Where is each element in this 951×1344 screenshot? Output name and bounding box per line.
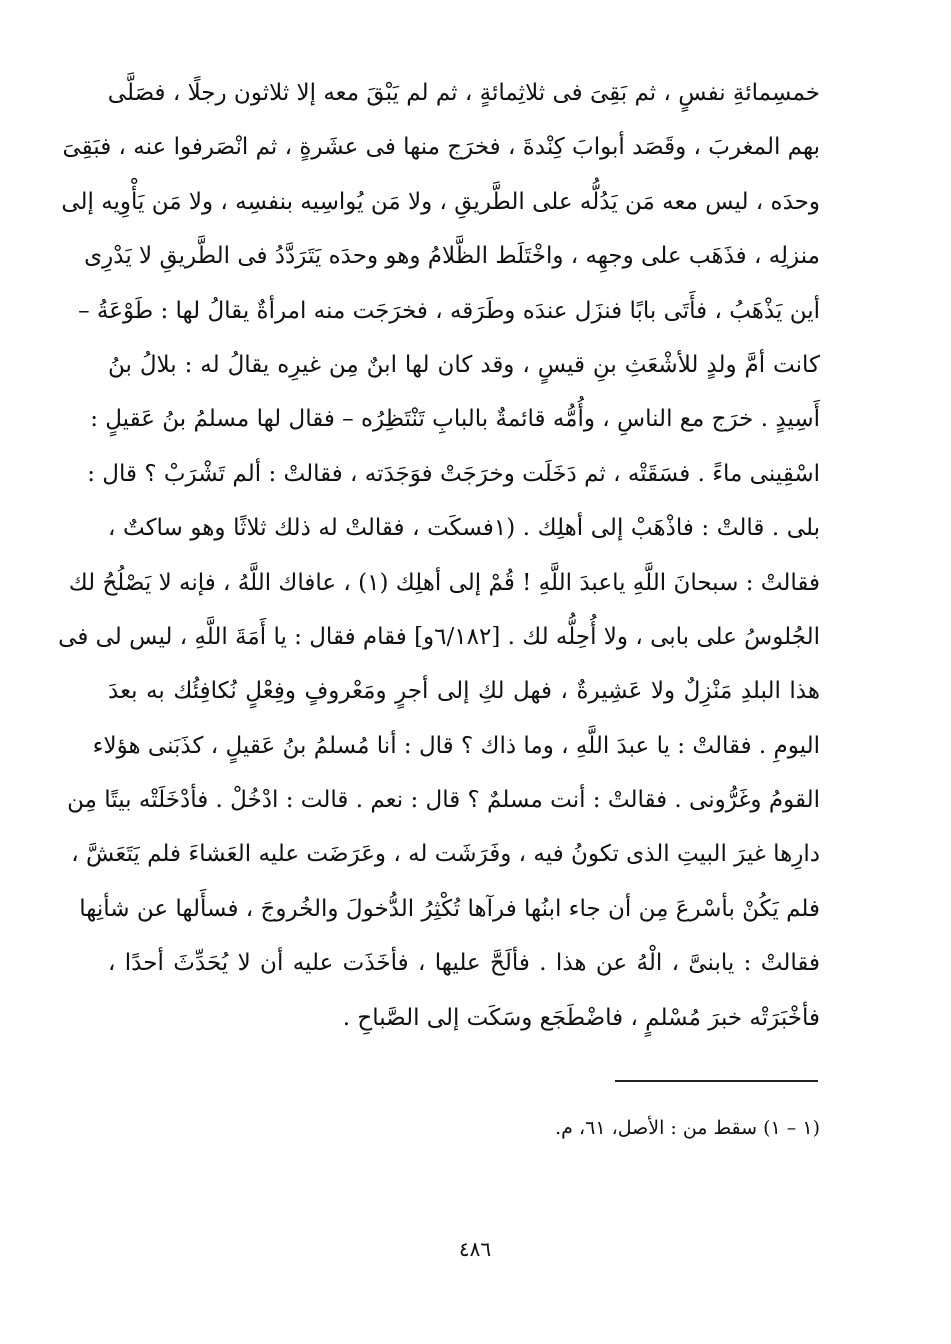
text-line: وحدَه ، ليس معه مَن يَدُلُّه على الطَّريقِ ، ولا مَن يُواسِيه بنفسِه ، ولا مَن يَأْوِيه إلى	[61, 188, 820, 215]
text-line: اسْقِينى ماءً . فسَقَتْه ، ثم دَخَلَت وخرَجَتْ فوَجَدَته ، فقالتْ : ألم تَشْرَبْ ؟ قال :	[87, 460, 820, 487]
page-number: ٤٨٦	[458, 1237, 492, 1261]
text-line: خمسِمائةِ نفسٍ ، ثم بَقِىَ فى ثلاثِمائةٍ ، ثم لم يَبْقَ معه إلا ثلاثون رجلًا ، فصَلَّى	[107, 80, 820, 106]
text-line: بلى . قالتْ : فاذْهَبْ إلى أهلِك . (١فسكَت ، فقالتْ له ذلك ثلاثًا وهو ساكتٌ ،	[108, 515, 820, 542]
text-line: القومُ وغَرُّونى . فقالتْ : أنت مسلمٌ ؟ قال : نعم . قالت : ادْخُلْ . فأدْخَلَتْه بيتًا مِن	[67, 787, 820, 814]
text-line: فأخْبَرَتْه خبرَ مُسْلمٍ ، فاضْطَجَع وسَكَت إلى الصَّباحِ .	[342, 1004, 820, 1031]
text-line: الجُلوسُ على بابى ، ولا أُحِلُّه لك . [٦/١٨٢و] فقام فقال : يا أَمَةَ اللَّهِ ، ليس لى فى	[58, 623, 820, 650]
text-line: فقالتْ : يابنىَّ ، الْهُ عن هذا . فألَحَّ عليها ، فأخَذَت عليه أن لا يُحَدِّثَ أحدًا ،	[108, 950, 821, 977]
footnote-divider	[615, 1080, 818, 1082]
text-line: هذا البلدِ مَنْزِلٌ ولا عَشِيرةٌ ، فهل لكِ إلى أجرٍ ومَعْروفٍ وفِعْلٍ نُكافِئُك به بعدَ	[108, 678, 820, 705]
text-line: بهم المغربَ ، وقَصَد أبوابَ كِنْدةَ ، فخرَج منها فى عشَرةٍ ، ثم انْصَرفوا عنه ، فبَقِىَ	[62, 134, 820, 161]
text-line: دارِها غيرَ البيتِ الذى تكونُ فيه ، وفَرَشَت له ، وعَرَضَت عليه العَشاءَ فلم يَتَعَشَّ ،	[71, 841, 820, 868]
text-line: أَسِيدٍ . خرَج مع الناسِ ، وأُمُّه قائمةٌ بالبابِ تَنْتَظِرُه – فقال لها مسلمُ بنُ عَقيلٍ :	[90, 406, 820, 433]
text-line: كانت أمَّ ولدٍ للأشْعَثِ بنِ قيسٍ ، وقد كان لها ابنٌ مِن غيرِه يقالُ له : بلالُ بنُ	[108, 351, 820, 378]
text-line: فقالتْ : سبحانَ اللَّهِ ياعبدَ اللَّهِ ! قُمْ إلى أهلِك (١) ، عافاك اللَّهُ ، فإنه لا يَصْلُحُ لك	[68, 569, 820, 596]
footnote: (١ – ١) سقط من : الأصل، ٦١، م.	[555, 1117, 820, 1139]
text-line: أين يَذْهَبُ ، فأَتَى بابًا فنزَل عندَه وطَرَقه ، فخرَجَت منه امرأةٌ يقالُ لها : طَوْعَةُ –	[78, 297, 820, 324]
main-text	[58, 66, 821, 1045]
text-line: فلم يَكُنْ بأسْرعَ مِن أن جاء ابنُها فرآها تُكْثِرُ الدُّخولَ والخُروجَ ، فسأَلها عن شأنِها	[79, 895, 820, 922]
text-line: اليومِ . فقالتْ : يا عبدَ اللَّهِ ، وما ذاك ؟ قال : أنا مُسلمُ بنُ عَقيلٍ ، كذَبَنى هؤلاء	[92, 732, 820, 759]
text-line: منزلِه ، فذَهَب على وجهِه ، واخْتَلَط الظَّلامُ وهو وحدَه يَتَرَدَّدُ فى الطَّريقِ لا يَدْرِى	[84, 243, 820, 270]
